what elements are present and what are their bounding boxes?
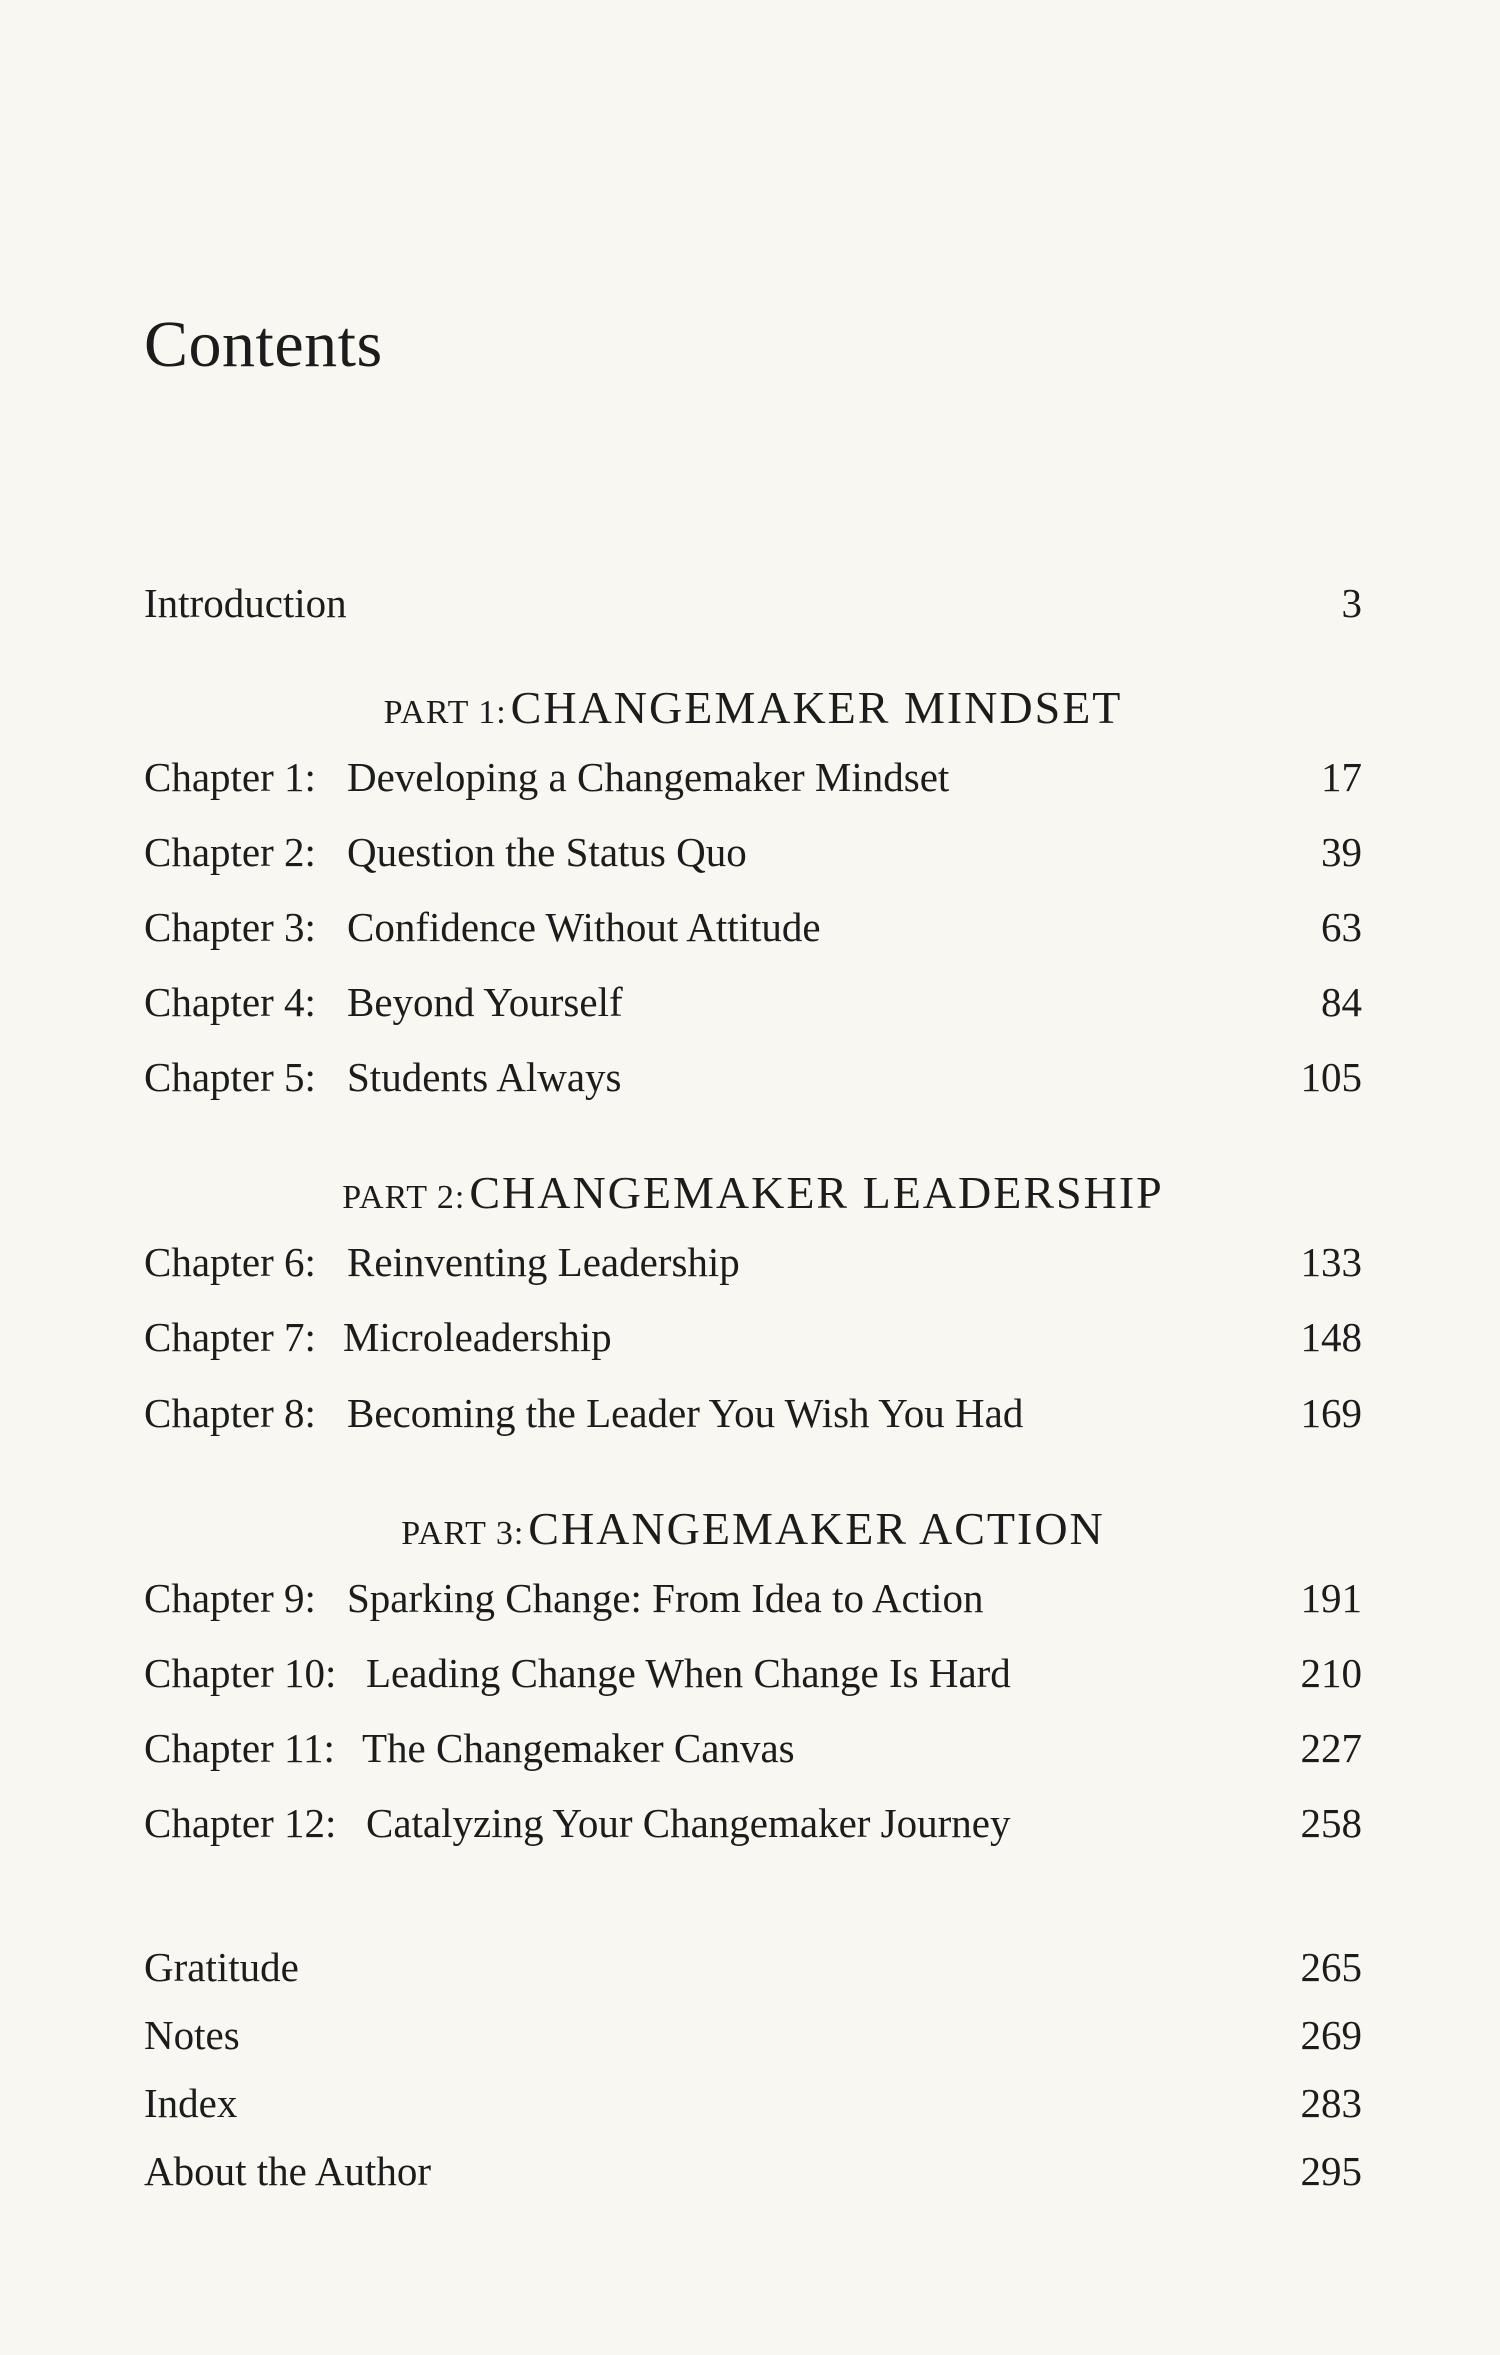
chapter-page-number: 39 <box>1321 829 1362 875</box>
chapter-page-number: 227 <box>1300 1725 1362 1771</box>
toc-entry-chapter-2 <box>144 822 1362 882</box>
chapter-page-number: 191 <box>1300 1575 1362 1621</box>
entry-page-number: 269 <box>1300 2012 1362 2058</box>
toc-entry-chapter-1 <box>144 747 1362 807</box>
chapter-title: Catalyzing Your Changemaker Journey <box>366 1800 1011 1846</box>
chapter-title: Microleadership <box>343 1314 612 1360</box>
part-name: CHANGEMAKER MINDSET <box>510 682 1123 733</box>
toc-entry-chapter-3 <box>144 897 1362 957</box>
chapter-title: The Changemaker Canvas <box>362 1725 795 1771</box>
toc-entry-chapter-7 <box>144 1307 1362 1367</box>
chapter-label: Chapter 8: <box>144 1390 316 1436</box>
chapter-label: Chapter 2: <box>144 829 316 875</box>
part-heading-2 <box>144 1163 1362 1223</box>
chapter-page-number: 258 <box>1300 1800 1362 1846</box>
toc-entry-gratitude <box>144 1937 1362 1997</box>
chapter-label: Chapter 6: <box>144 1239 316 1285</box>
toc-entry-chapter-6 <box>144 1232 1362 1292</box>
chapter-label: Chapter 5: <box>144 1054 316 1100</box>
chapter-title: Confidence Without Attitude <box>347 904 821 950</box>
chapter-title: Students Always <box>347 1054 622 1100</box>
toc-entry-about-the-author <box>144 2141 1362 2201</box>
chapter-label: Chapter 9: <box>144 1575 316 1621</box>
chapter-title: Leading Change When Change Is Hard <box>366 1650 1011 1696</box>
entry-page-number: 3 <box>1341 580 1362 626</box>
entry-label: Notes <box>144 2012 240 2058</box>
chapter-page-number: 169 <box>1300 1390 1362 1436</box>
chapter-page-number: 133 <box>1300 1239 1362 1285</box>
entry-label: Index <box>144 2080 238 2126</box>
part-prefix: PART 3: <box>401 1515 525 1552</box>
chapter-title: Becoming the Leader You Wish You Had <box>347 1390 1024 1436</box>
toc-entry-notes <box>144 2005 1362 2065</box>
entry-label: Gratitude <box>144 1944 299 1990</box>
chapter-label: Chapter 4: <box>144 979 316 1025</box>
chapter-page-number: 210 <box>1300 1650 1362 1696</box>
chapter-page-number: 63 <box>1321 904 1362 950</box>
part-name: CHANGEMAKER LEADERSHIP <box>469 1167 1164 1218</box>
chapter-title: Sparking Change: From Idea to Action <box>347 1575 984 1621</box>
chapter-label: Chapter 1: <box>144 754 316 800</box>
part-prefix: PART 2: <box>342 1179 466 1216</box>
chapter-label: Chapter 10: <box>144 1650 337 1696</box>
toc-entry-introduction <box>144 573 1362 633</box>
part-heading-3 <box>144 1499 1362 1559</box>
toc-entry-index <box>144 2073 1362 2133</box>
toc-entry-chapter-12 <box>144 1793 1362 1853</box>
part-name: CHANGEMAKER ACTION <box>528 1503 1105 1554</box>
chapter-title: Developing a Changemaker Mindset <box>347 754 950 800</box>
chapter-page-number: 17 <box>1321 754 1362 800</box>
entry-page-number: 295 <box>1300 2148 1362 2194</box>
toc-entry-chapter-8 <box>144 1383 1362 1443</box>
toc-entry-chapter-5 <box>144 1047 1362 1107</box>
toc-entry-chapter-4 <box>144 972 1362 1032</box>
entry-label: About the Author <box>144 2148 431 2194</box>
part-heading-1 <box>144 678 1362 738</box>
chapter-page-number: 84 <box>1321 979 1362 1025</box>
chapter-title: Question the Status Quo <box>347 829 747 875</box>
chapter-label: Chapter 7: <box>144 1314 316 1360</box>
entry-page-number: 283 <box>1300 2080 1362 2126</box>
chapter-label: Chapter 3: <box>144 904 316 950</box>
chapter-title: Reinventing Leadership <box>347 1239 740 1285</box>
toc-entry-chapter-10 <box>144 1643 1362 1703</box>
chapter-label: Chapter 12: <box>144 1800 337 1846</box>
chapter-title: Beyond Yourself <box>347 979 623 1025</box>
chapter-label: Chapter 11: <box>144 1725 335 1771</box>
part-prefix: PART 1: <box>383 694 507 731</box>
toc-entry-chapter-11 <box>144 1718 1362 1778</box>
page-title: Contents <box>144 308 383 381</box>
toc-entry-chapter-9 <box>144 1568 1362 1628</box>
chapter-page-number: 105 <box>1300 1054 1362 1100</box>
chapter-page-number: 148 <box>1300 1314 1362 1360</box>
entry-page-number: 265 <box>1300 1944 1362 1990</box>
entry-label: Introduction <box>144 580 347 626</box>
